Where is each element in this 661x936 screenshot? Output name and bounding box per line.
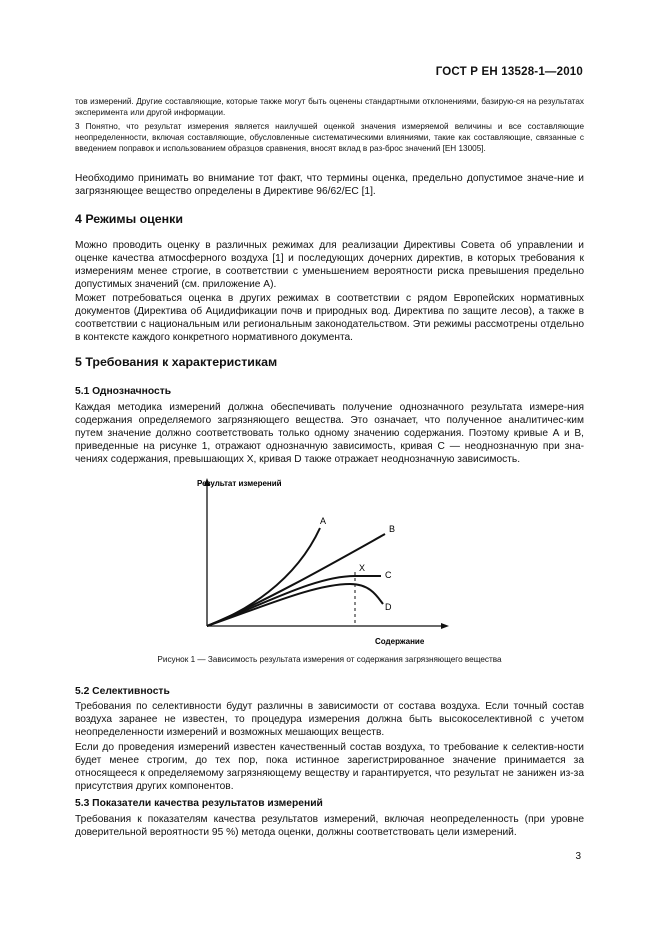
figure-1-graph xyxy=(185,472,465,652)
curve-c-label: C xyxy=(385,570,392,580)
section-5-2-heading: 5.2 Селективность xyxy=(75,686,170,697)
section-5-2-text-1: Требования по селективности будут различны в зависимости от состава воздуха. Если точный состав воздуха заранее не известен, то процедура измерения должна быть высокоселективной с учетом неопределенности измерений и возможных мешающих веществ. xyxy=(75,701,584,739)
intro-paragraph xyxy=(75,172,584,198)
curve-a-label: A xyxy=(320,516,327,526)
y-axis-label: Результат измерений xyxy=(197,479,282,488)
section-5-heading: 5 Требования к характеристикам xyxy=(75,355,278,369)
x-marker-label: X xyxy=(359,563,366,573)
note-continued xyxy=(75,96,584,118)
section-4-paragraph-1 xyxy=(75,239,584,291)
section-5-2-paragraph-2 xyxy=(75,741,584,793)
section-5-2-paragraph-1 xyxy=(75,700,584,739)
page-number: 3 xyxy=(575,851,581,862)
curve-b-label: B xyxy=(389,524,396,534)
section-4-text-1: Можно проводить оценку в различных режимах для реализации Директивы Совета об управлении и оценке качества атмосферного воздуха [1] и последующих дочерних директив, в которых требования к измерениям менее строгие, в соответствии с уменьшением вероятности риска превышения предельно допустимых значений (см. приложение А). xyxy=(75,240,584,291)
note-3 xyxy=(75,121,584,155)
intro-text: Необходимо принимать во внимание тот факт, что термины оценка, предельно допустимое значе-ние и загрязняющее вещество определены в Директиве 96/62/ЕС [1]. xyxy=(75,173,584,198)
figure-1-caption: Рисунок 1 — Зависимость результата измерения от содержания загрязняющего вещества xyxy=(157,655,502,664)
section-5-1-heading: 5.1 Однозначность xyxy=(75,386,172,397)
document-id-header: ГОСТ Р ЕН 13528-1—2010 xyxy=(435,66,583,78)
section-4-heading: 4 Режимы оценки xyxy=(75,212,183,226)
section-4-paragraph-2 xyxy=(75,292,584,344)
curve-b xyxy=(207,534,385,626)
section-5-2-text-2: Если до проведения измерений известен качественный состав воздуха, то требование к селектив-ности будет менее строгим, до тех пор, пока истинное зарегистрированное значение принимается за относящееся к определяемому загрязняющему веществу и гарантируется, что результат не занижен из-за присутствия других компонентов. xyxy=(75,742,584,793)
section-5-3-text: Требования к показателям качества результатов измерений, включая неопределенность (при уровне доверительной вероятности 95 %) метода оценки, должны соответствовать цели измерений. xyxy=(75,814,584,839)
section-5-3-paragraph xyxy=(75,813,584,839)
section-5-1-text: Каждая методика измерений должна обеспечивать получение однозначного результата измере-ния содержания определяемого загрязняющего вещества. Это означает, что полученное аналитичес-ким путем значение должно соответствовать только одному значению содержания. Поэтому кривые А и В, приведенные на рисунке 1, отражают однозначную зависимость, кривая С — неоднозначную при зна-чениях содержания, превышающих X, кривая D также отражает неоднозначную зависимость. xyxy=(75,402,584,466)
x-axis-label: Содержание xyxy=(375,637,425,646)
section-5-3-heading: 5.3 Показатели качества результатов измерений xyxy=(75,798,323,809)
note-continued-text: тов измерений. Другие составляющие, которые также могут быть оценены стандартными отклонениями, базирую-ся на результатах эксперимента или другой информации. xyxy=(75,97,584,118)
curve-a xyxy=(207,528,320,626)
curve-d-label: D xyxy=(385,602,392,612)
section-5-1-paragraph xyxy=(75,401,584,466)
note-3-text: 3 Понятно, что результат измерения является наилучшей оценкой значения измеряемой величины и все составляющие неопределенности, включая составляющие, обусловленные систематическими влияниями, такие как составляющие, связанные с введением поправок и использованием образцов сравнения, вносят вклад в раз-брос значений [ЕН 13005]. xyxy=(75,122,584,154)
section-4-text-2: Может потребоваться оценка в других режимах в соответствии с рядом Европейских нормативных документов (Директива об Ацидификации почв и природных вод. Директива по защите лесов), а также в соответствии с национальным или региональным законодательством. Эти режимы рассмотрены отдельно в контексте каждого конкретного нормативного документа. xyxy=(75,293,584,344)
x-axis-arrow xyxy=(441,623,449,629)
